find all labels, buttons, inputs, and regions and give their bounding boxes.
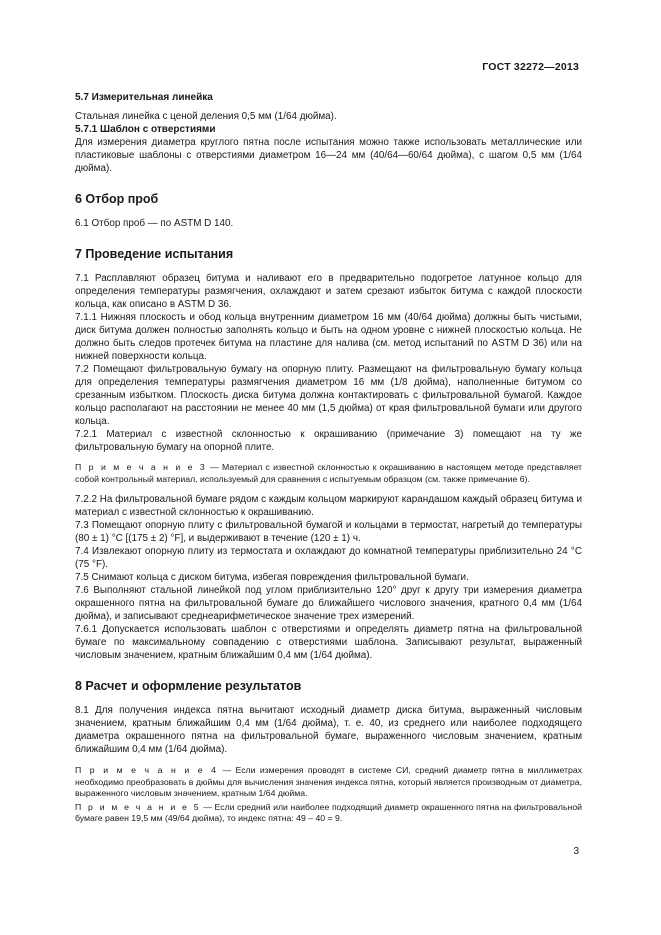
paragraph-7-6: 7.6 Выполняют стальной линейкой под углом приблизительно 120° друг к другу три измерения диаметра окрашенного пятна на фильтровальной бумаге до ближайшего числового значения, кратного 0,4 мм (1/64 дюйма), и записывают среднеарифметическое значение трех измерений. [75,585,582,622]
paragraph-7-2-2: 7.2.2 На фильтровальной бумаге рядом с каждым кольцом маркируют карандашом каждый образец битума и материал с известной склонностью к окрашиванию. [75,494,582,518]
paragraph-7-1-1: 7.1.1 Нижняя плоскость и обод кольца внутренним диаметром 16 мм (40/64 дюйма) должны быть чистыми, диск битума должен полностью заполнять кольцо и быть на одном уровне с нижней плоскостью кольца. Не должно быть следов протечек битума на пластине для налива (см. метод испытаний по ASTM D 36) или на нижней поверхности кольца. [75,312,582,362]
note-3 [75,462,582,485]
document-body [75,88,582,825]
note-4-label: П р и м е ч а н и е 4 [75,765,219,775]
paragraph-7-2: 7.2 Помещают фильтровальную бумагу на опорную плиту. Размещают на фильтровальную бумагу кольца для определения температуры размягчения диаметром 16 мм (1/8 дюйма), наполненные битумом со срезанным избытком. Плоскость диска битума должна контактировать с фильтровальной бумагой. Каждое кольцо располагают на расстоянии не менее 40 мм (1,5 дюйма) от края фильтровальной бумаги или другого кольца. [75,364,582,427]
page-number: 3 [573,846,579,857]
note-3-body: — Материал с известной склонностью к окрашиванию в настоящем методе представляет собой контрольный материал, используемый для сравнения с испытуемым образцом (см. также примечание 6). [75,462,583,484]
paragraph-7-5: 7.5 Снимают кольца с диском битума, избегая повреждения фильтровальной бумаги. [75,572,469,583]
note-5-label: П р и м е ч а н и е 5 [75,801,201,812]
section-6-1-body: 6.1 Отбор проб — по ASTM D 140. [75,218,234,229]
standard-designation: ГОСТ 32272—2013 [482,61,579,73]
paragraph-7-2-1: 7.2.1 Материал с известной склонностью к окрашиванию (примечание 3) помещают на ту же фильтровальную бумагу на опорной плите. [75,429,582,453]
note-5 [75,802,582,825]
note-4 [75,765,582,800]
section-5-7-body: Стальная линейка с ценой деления 0,5 мм (1/64 дюйма). [75,111,337,122]
paragraph-7-3: 7.3 Помещают опорную плиту с фильтровальной бумагой и кольцами в термостат, нагретый до температуры (80 ± 1) °С [(175 ± 2) °F], и выдерживают в течение (120 ± 1) ч. [75,520,582,544]
section-5-7-1-body: Для измерения диаметра круглого пятна после испытания можно также использовать металлические или пластиковые шаблоны с отверстиями диаметром 16—24 мм (40/64—60/64 дюйма), с шагом 0,5 мм (1/64 дюйма). [75,137,582,174]
paragraph-7-4: 7.4 Извлекают опорную плиту из термостата и охлаждают до комнатной температуры приблизительно 24 °С (75 °F). [75,546,582,570]
paragraph-7-6-1: 7.6.1 Допускается использовать шаблон с отверстиями и определять диаметр пятна на фильтровальной бумаге по максимальному совпадению с отверстиями шаблона. Записывают результат, выраженный числовым значением, кратным ближайшим 0,4 мм (1/64 дюйма). [75,624,582,661]
note-4-body: — Если измерения проводят в системе СИ, средний диаметр пятна в миллиметрах необходимо преобразовать в дюймы для вычисления значения индекса пятна, который является производным от диаметра, выраженного числовым значением, кратным 1/64 дюйма. [75,765,583,798]
note-5-body: — Если средний или наиболее подходящий диаметр окрашенного пятна на фильтровальной бумаге равен 19,5 мм (49/64 дюйма), то индекс пятна: 49 – 40 = 9. [75,801,582,823]
section-5-7-1-title: 5.7.1 Шаблон с отверстиями [75,124,216,135]
section-5-7-title: 5.7 Измерительная линейка [75,92,213,103]
paragraph-7-1: 7.1 Расплавляют образец битума и наливают его в предварительно подогретое латунное кольцо для определения температуры размягчения, охлаждают и затем срезают избыток битума с каждой плоскости кольца, как описано в ASTM D 36. [75,273,582,310]
note-3-label: П р и м е ч а н и е 3 [75,462,207,472]
section-8-heading: 8 Расчет и оформление результатов [75,679,302,693]
paragraph-8-1: 8.1 Для получения индекса пятна вычитают исходный диаметр диска битума, выраженный числовым значением, кратным ближайшим 0,4 мм (1/64 дюйма), т. е. 40, из среднего или наиболее подходящего диаметра окрашенного пятна на фильтровальной бумаге, выраженного числовым значением, кратным ближайшим 0,4 мм (1/64 дюйма). [75,705,582,755]
section-7-heading: 7 Проведение испытания [75,247,234,261]
section-6-heading: 6 Отбор проб [75,192,159,206]
